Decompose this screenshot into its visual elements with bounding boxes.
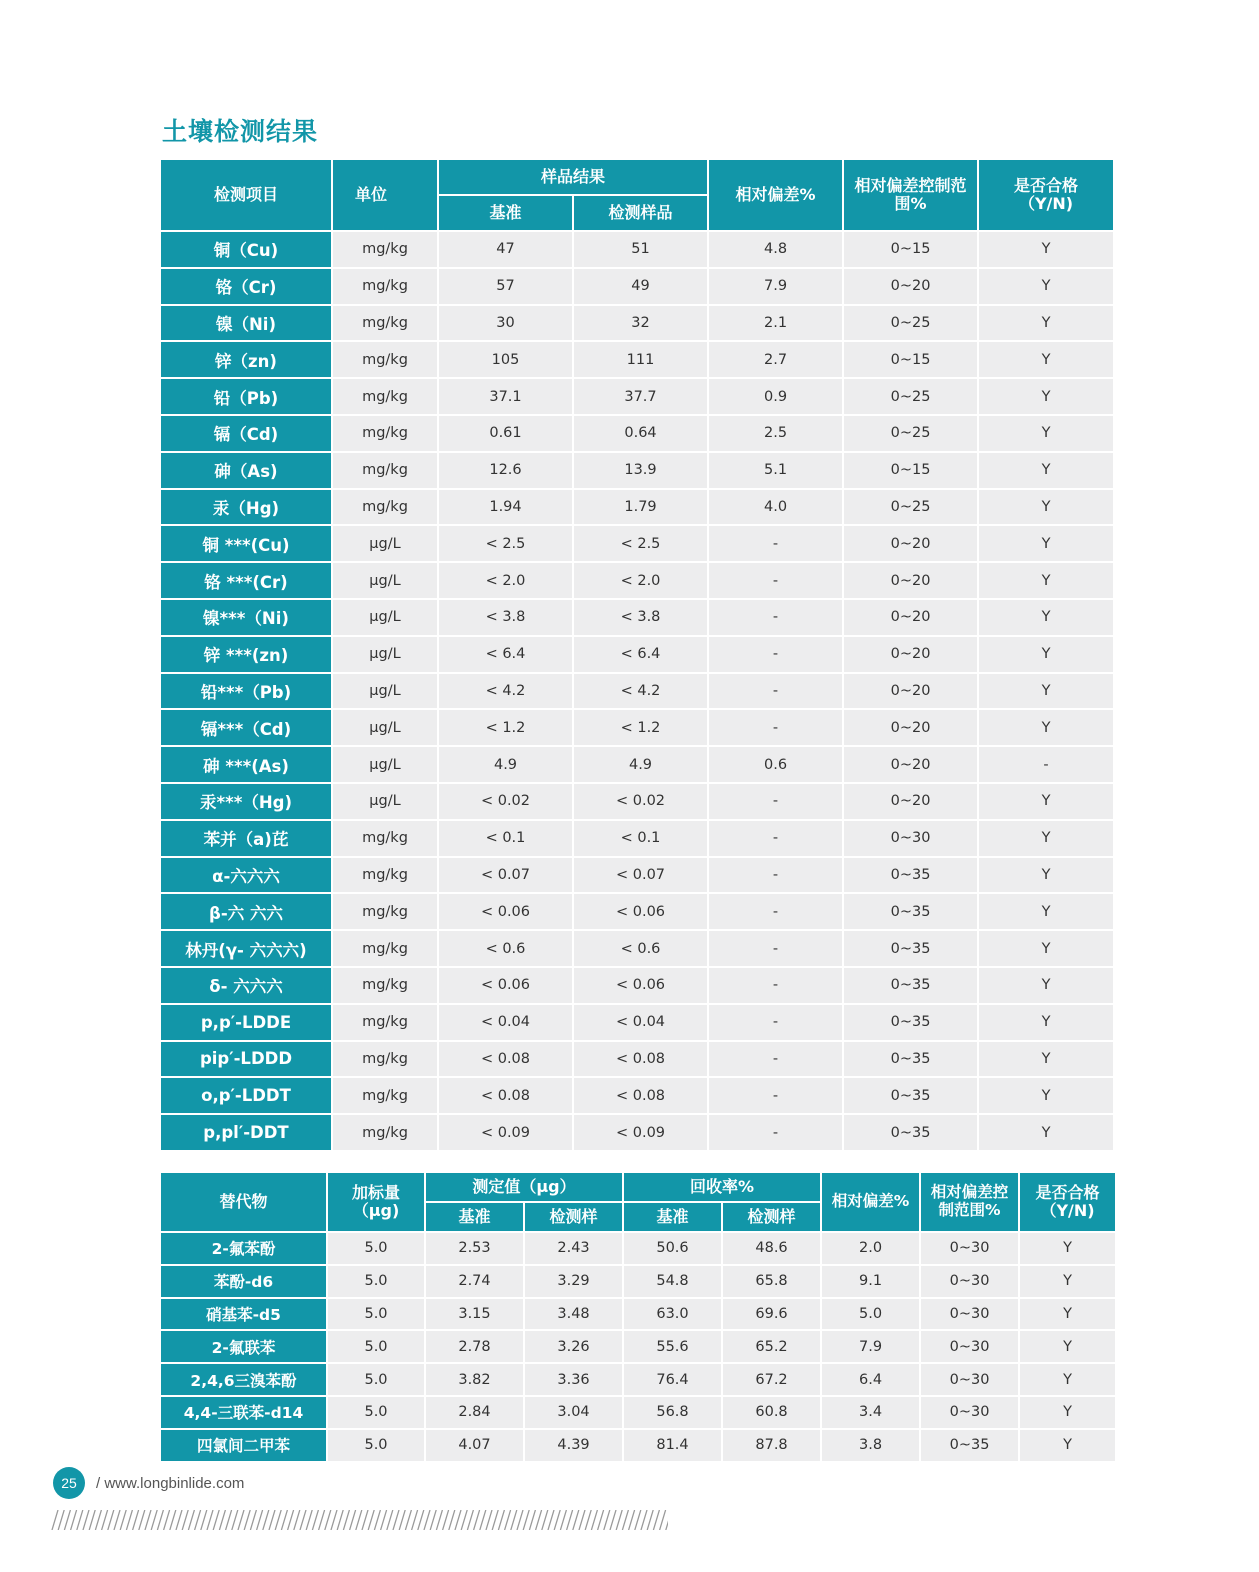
cell-measured-test-sample: 3.26 xyxy=(525,1331,622,1362)
cell-deviation-range: 0~20 xyxy=(844,674,977,709)
soil-metals-results-table xyxy=(159,158,1115,1152)
cell-spike-amount: 5.0 xyxy=(328,1430,424,1461)
cell-item: 锌（zn) xyxy=(161,342,331,377)
table-row xyxy=(161,1233,1115,1264)
cell-measured-test-sample: 3.04 xyxy=(525,1397,622,1428)
cell-pass: Y xyxy=(979,784,1113,819)
table-row xyxy=(161,269,1113,304)
cell-item: o,p′-LDDT xyxy=(161,1078,331,1113)
cell-deviation-range: 0~20 xyxy=(844,747,977,782)
cell-relative-deviation: - xyxy=(709,1042,842,1077)
cell-relative-deviation: 0.9 xyxy=(709,379,842,414)
cell-spike-amount: 5.0 xyxy=(328,1233,424,1264)
cell-baseline: 47 xyxy=(439,232,572,267)
cell-baseline: < 3.8 xyxy=(439,600,572,635)
table-row xyxy=(161,1005,1113,1040)
table-row xyxy=(161,1266,1115,1297)
cell-recovery-test-sample: 60.8 xyxy=(723,1397,820,1428)
cell-unit: mg/kg xyxy=(333,232,437,267)
cell-recovery-test-sample: 67.2 xyxy=(723,1364,820,1395)
table-row xyxy=(161,968,1113,1003)
table-row xyxy=(161,490,1113,525)
table-row xyxy=(161,416,1113,451)
cell-unit: μg/L xyxy=(333,600,437,635)
cell-pass: Y xyxy=(979,563,1113,598)
cell-baseline: < 0.08 xyxy=(439,1042,572,1077)
cell-unit: mg/kg xyxy=(333,306,437,341)
cell-deviation-range: 0~15 xyxy=(844,342,977,377)
cell-test-sample: < 0.06 xyxy=(574,894,707,929)
cell-relative-deviation: - xyxy=(709,1005,842,1040)
cell-relative-deviation: - xyxy=(709,563,842,598)
cell-deviation-range: 0~35 xyxy=(844,894,977,929)
cell-test-sample: 49 xyxy=(574,269,707,304)
cell-item: 砷（As) xyxy=(161,453,331,488)
cell-deviation-range: 0~35 xyxy=(844,968,977,1003)
cell-unit: μg/L xyxy=(333,710,437,745)
cell-baseline: < 4.2 xyxy=(439,674,572,709)
table-row xyxy=(161,747,1113,782)
table-row xyxy=(161,1078,1113,1113)
table-row xyxy=(161,637,1113,672)
cell-deviation-range: 0~20 xyxy=(844,563,977,598)
cell-relative-deviation: - xyxy=(709,931,842,966)
header-pass: 是否合格（Y/N) xyxy=(979,160,1113,230)
table-row xyxy=(161,1397,1115,1428)
cell-item: 苯并（a)芘 xyxy=(161,821,331,856)
cell-baseline: 12.6 xyxy=(439,453,572,488)
cell-pass: Y xyxy=(979,931,1113,966)
table-row xyxy=(161,1331,1115,1362)
cell-baseline: 37.1 xyxy=(439,379,572,414)
cell-item: 铅***（Pb) xyxy=(161,674,331,709)
cell-measured-baseline: 2.78 xyxy=(426,1331,523,1362)
cell-substitute: 苯酚-d6 xyxy=(161,1266,326,1297)
cell-deviation-range: 0~20 xyxy=(844,710,977,745)
cell-measured-baseline: 3.15 xyxy=(426,1299,523,1330)
cell-relative-deviation: 2.0 xyxy=(822,1233,919,1264)
cell-pass: Y xyxy=(1020,1331,1115,1362)
cell-unit: mg/kg xyxy=(333,821,437,856)
cell-pass: Y xyxy=(979,1042,1113,1077)
cell-measured-test-sample: 4.39 xyxy=(525,1430,622,1461)
cell-pass: Y xyxy=(979,232,1113,267)
cell-pass: Y xyxy=(979,269,1113,304)
cell-relative-deviation: - xyxy=(709,526,842,561)
cell-recovery-test-sample: 87.8 xyxy=(723,1430,820,1461)
cell-test-sample: 32 xyxy=(574,306,707,341)
cell-relative-deviation: 0.6 xyxy=(709,747,842,782)
cell-baseline: < 6.4 xyxy=(439,637,572,672)
cell-deviation-range: 0~35 xyxy=(844,1005,977,1040)
table-row xyxy=(161,894,1113,929)
cell-item: 镍***（Ni) xyxy=(161,600,331,635)
cell-relative-deviation: - xyxy=(709,600,842,635)
cell-pass: Y xyxy=(979,416,1113,451)
cell-baseline: < 2.5 xyxy=(439,526,572,561)
cell-unit: μg/L xyxy=(333,784,437,819)
cell-baseline: < 0.04 xyxy=(439,1005,572,1040)
cell-substitute: 2-氟苯酚 xyxy=(161,1233,326,1264)
website-url: / www.longbinlide.com xyxy=(96,1475,245,1492)
cell-substitute: 硝基苯-d5 xyxy=(161,1299,326,1330)
cell-test-sample: < 0.09 xyxy=(574,1115,707,1150)
cell-item: 铅（Pb) xyxy=(161,379,331,414)
cell-baseline: < 0.09 xyxy=(439,1115,572,1150)
cell-relative-deviation: 3.8 xyxy=(822,1430,919,1461)
cell-item: α-六六六 xyxy=(161,858,331,893)
cell-deviation-range: 0~20 xyxy=(844,600,977,635)
cell-test-sample: < 0.02 xyxy=(574,784,707,819)
cell-substitute: 2,4,6三溴苯酚 xyxy=(161,1364,326,1395)
cell-measured-test-sample: 3.48 xyxy=(525,1299,622,1330)
cell-test-sample: < 0.06 xyxy=(574,968,707,1003)
cell-deviation-range: 0~35 xyxy=(844,1078,977,1113)
table-row xyxy=(161,526,1113,561)
cell-test-sample: < 0.08 xyxy=(574,1078,707,1113)
table-row xyxy=(161,563,1113,598)
cell-recovery-test-sample: 48.6 xyxy=(723,1233,820,1264)
cell-baseline: < 0.06 xyxy=(439,968,572,1003)
cell-pass: Y xyxy=(979,710,1113,745)
cell-unit: mg/kg xyxy=(333,453,437,488)
cell-relative-deviation: - xyxy=(709,894,842,929)
cell-deviation-range: 0~35 xyxy=(921,1430,1018,1461)
header-item: 检测项目 xyxy=(161,160,331,230)
cell-unit: mg/kg xyxy=(333,1115,437,1150)
cell-measured-baseline: 2.84 xyxy=(426,1397,523,1428)
table-row xyxy=(161,931,1113,966)
cell-baseline: 57 xyxy=(439,269,572,304)
cell-pass: - xyxy=(979,747,1113,782)
header-spike-amount: 加标量（μg) xyxy=(328,1173,424,1231)
cell-deviation-range: 0~20 xyxy=(844,784,977,819)
cell-baseline: < 0.6 xyxy=(439,931,572,966)
cell-measured-baseline: 4.07 xyxy=(426,1430,523,1461)
header-relative-deviation: 相对偏差% xyxy=(709,160,842,230)
cell-pass: Y xyxy=(979,1005,1113,1040)
cell-deviation-range: 0~30 xyxy=(921,1364,1018,1395)
page-title: 土壤检测结果 xyxy=(162,117,319,146)
cell-item: 镉（Cd) xyxy=(161,416,331,451)
cell-relative-deviation: - xyxy=(709,784,842,819)
cell-test-sample: 111 xyxy=(574,342,707,377)
header-recovery-test-sample: 检测样 xyxy=(723,1203,820,1231)
cell-deviation-range: 0~35 xyxy=(844,858,977,893)
cell-unit: mg/kg xyxy=(333,968,437,1003)
cell-pass: Y xyxy=(979,821,1113,856)
cell-recovery-baseline: 63.0 xyxy=(624,1299,721,1330)
cell-spike-amount: 5.0 xyxy=(328,1299,424,1330)
cell-recovery-test-sample: 69.6 xyxy=(723,1299,820,1330)
cell-pass: Y xyxy=(979,306,1113,341)
cell-relative-deviation: 6.4 xyxy=(822,1364,919,1395)
cell-deviation-range: 0~20 xyxy=(844,526,977,561)
table-row xyxy=(161,1430,1115,1461)
cell-relative-deviation: 2.7 xyxy=(709,342,842,377)
cell-pass: Y xyxy=(979,526,1113,561)
cell-deviation-range: 0~20 xyxy=(844,269,977,304)
cell-pass: Y xyxy=(979,1115,1113,1150)
cell-item: 镉***（Cd) xyxy=(161,710,331,745)
cell-item: 林丹(γ- 六六六) xyxy=(161,931,331,966)
cell-relative-deviation: - xyxy=(709,1115,842,1150)
cell-baseline: < 0.1 xyxy=(439,821,572,856)
cell-deviation-range: 0~35 xyxy=(844,931,977,966)
cell-substitute: 2-氟联苯 xyxy=(161,1331,326,1362)
cell-unit: μg/L xyxy=(333,563,437,598)
cell-unit: mg/kg xyxy=(333,1005,437,1040)
cell-measured-test-sample: 3.36 xyxy=(525,1364,622,1395)
cell-pass: Y xyxy=(979,637,1113,672)
cell-test-sample: < 2.0 xyxy=(574,563,707,598)
cell-test-sample: < 0.08 xyxy=(574,1042,707,1077)
cell-baseline: 4.9 xyxy=(439,747,572,782)
surrogate-recovery-table xyxy=(159,1171,1117,1463)
cell-spike-amount: 5.0 xyxy=(328,1266,424,1297)
cell-relative-deviation: - xyxy=(709,821,842,856)
cell-recovery-baseline: 81.4 xyxy=(624,1430,721,1461)
cell-recovery-baseline: 55.6 xyxy=(624,1331,721,1362)
cell-item: β-六 六六 xyxy=(161,894,331,929)
header-unit: 单位 xyxy=(333,160,437,230)
cell-baseline: 1.94 xyxy=(439,490,572,525)
cell-unit: mg/kg xyxy=(333,1078,437,1113)
cell-item: 汞（Hg) xyxy=(161,490,331,525)
cell-pass: Y xyxy=(979,490,1113,525)
cell-baseline: < 0.02 xyxy=(439,784,572,819)
cell-unit: mg/kg xyxy=(333,269,437,304)
cell-test-sample: < 3.8 xyxy=(574,600,707,635)
cell-pass: Y xyxy=(979,858,1113,893)
cell-relative-deviation: 9.1 xyxy=(822,1266,919,1297)
header-relative-deviation: 相对偏差% xyxy=(822,1173,919,1231)
cell-relative-deviation: 2.5 xyxy=(709,416,842,451)
cell-measured-test-sample: 3.29 xyxy=(525,1266,622,1297)
cell-item: 镍（Ni) xyxy=(161,306,331,341)
header-substitute: 替代物 xyxy=(161,1173,326,1231)
cell-deviation-range: 0~30 xyxy=(921,1331,1018,1362)
cell-relative-deviation: 4.0 xyxy=(709,490,842,525)
cell-relative-deviation: - xyxy=(709,674,842,709)
table-row xyxy=(161,1042,1113,1077)
table-row xyxy=(161,784,1113,819)
cell-pass: Y xyxy=(1020,1430,1115,1461)
cell-relative-deviation: 7.9 xyxy=(822,1331,919,1362)
cell-pass: Y xyxy=(1020,1299,1115,1330)
cell-deviation-range: 0~20 xyxy=(844,637,977,672)
table-row xyxy=(161,674,1113,709)
cell-measured-baseline: 2.74 xyxy=(426,1266,523,1297)
cell-test-sample: < 0.1 xyxy=(574,821,707,856)
cell-unit: mg/kg xyxy=(333,416,437,451)
header-measured-value: 测定值（μg） xyxy=(426,1173,622,1201)
cell-deviation-range: 0~35 xyxy=(844,1115,977,1150)
cell-pass: Y xyxy=(979,600,1113,635)
header-recovery-rate: 回收率% xyxy=(624,1173,820,1201)
cell-pass: Y xyxy=(1020,1364,1115,1395)
table-row xyxy=(161,1364,1115,1395)
cell-test-sample: < 2.5 xyxy=(574,526,707,561)
cell-deviation-range: 0~30 xyxy=(844,821,977,856)
table-row xyxy=(161,858,1113,893)
table-row xyxy=(161,1299,1115,1330)
cell-relative-deviation: 3.4 xyxy=(822,1397,919,1428)
cell-relative-deviation: - xyxy=(709,858,842,893)
cell-item: 铬 ***(Cr) xyxy=(161,563,331,598)
cell-spike-amount: 5.0 xyxy=(328,1397,424,1428)
cell-recovery-baseline: 54.8 xyxy=(624,1266,721,1297)
cell-test-sample: < 1.2 xyxy=(574,710,707,745)
cell-item: 锌 ***(zn) xyxy=(161,637,331,672)
page-number-badge: 25 xyxy=(53,1467,85,1499)
cell-baseline: < 2.0 xyxy=(439,563,572,598)
cell-unit: mg/kg xyxy=(333,490,437,525)
cell-deviation-range: 0~15 xyxy=(844,232,977,267)
cell-pass: Y xyxy=(979,968,1113,1003)
cell-pass: Y xyxy=(979,453,1113,488)
cell-deviation-range: 0~30 xyxy=(921,1233,1018,1264)
cell-deviation-range: 0~25 xyxy=(844,306,977,341)
cell-relative-deviation: 5.0 xyxy=(822,1299,919,1330)
cell-unit: mg/kg xyxy=(333,858,437,893)
cell-baseline: < 0.07 xyxy=(439,858,572,893)
header-measured-test-sample: 检测样 xyxy=(525,1203,622,1231)
cell-unit: μg/L xyxy=(333,526,437,561)
table-row xyxy=(161,342,1113,377)
header-pass: 是否合格（Y/N) xyxy=(1020,1173,1115,1231)
cell-deviation-range: 0~25 xyxy=(844,416,977,451)
cell-test-sample: 51 xyxy=(574,232,707,267)
table-row xyxy=(161,600,1113,635)
cell-relative-deviation: 7.9 xyxy=(709,269,842,304)
cell-unit: mg/kg xyxy=(333,342,437,377)
cell-measured-test-sample: 2.43 xyxy=(525,1233,622,1264)
cell-relative-deviation: - xyxy=(709,968,842,1003)
cell-pass: Y xyxy=(1020,1266,1115,1297)
cell-item: 铜（Cu) xyxy=(161,232,331,267)
cell-unit: μg/L xyxy=(333,747,437,782)
cell-unit: mg/kg xyxy=(333,931,437,966)
cell-test-sample: 37.7 xyxy=(574,379,707,414)
cell-test-sample: 0.64 xyxy=(574,416,707,451)
cell-item: pip′-LDDD xyxy=(161,1042,331,1077)
cell-recovery-test-sample: 65.2 xyxy=(723,1331,820,1362)
table2-body xyxy=(161,1233,1115,1461)
cell-spike-amount: 5.0 xyxy=(328,1331,424,1362)
table-row xyxy=(161,453,1113,488)
cell-item: δ- 六六六 xyxy=(161,968,331,1003)
cell-measured-baseline: 3.82 xyxy=(426,1364,523,1395)
cell-relative-deviation: - xyxy=(709,637,842,672)
cell-pass: Y xyxy=(979,674,1113,709)
cell-recovery-baseline: 76.4 xyxy=(624,1364,721,1395)
cell-unit: mg/kg xyxy=(333,1042,437,1077)
cell-pass: Y xyxy=(979,342,1113,377)
table-row xyxy=(161,821,1113,856)
cell-deviation-range: 0~35 xyxy=(844,1042,977,1077)
header-sample-results: 样品结果 xyxy=(439,160,707,194)
header-measured-baseline: 基准 xyxy=(426,1203,523,1231)
cell-relative-deviation: 5.1 xyxy=(709,453,842,488)
table-row xyxy=(161,1115,1113,1150)
cell-test-sample: 1.79 xyxy=(574,490,707,525)
table-row xyxy=(161,232,1113,267)
cell-pass: Y xyxy=(1020,1397,1115,1428)
table1-body xyxy=(161,232,1113,1150)
cell-relative-deviation: 4.8 xyxy=(709,232,842,267)
cell-deviation-range: 0~30 xyxy=(921,1266,1018,1297)
cell-test-sample: 4.9 xyxy=(574,747,707,782)
cell-relative-deviation: - xyxy=(709,1078,842,1113)
table-row xyxy=(161,379,1113,414)
cell-relative-deviation: 2.1 xyxy=(709,306,842,341)
cell-pass: Y xyxy=(1020,1233,1115,1264)
cell-unit: μg/L xyxy=(333,637,437,672)
table-row xyxy=(161,306,1113,341)
cell-unit: mg/kg xyxy=(333,379,437,414)
cell-item: p,pl′-DDT xyxy=(161,1115,331,1150)
cell-recovery-test-sample: 65.8 xyxy=(723,1266,820,1297)
header-deviation-range: 相对偏差控制范围% xyxy=(921,1173,1018,1231)
cell-deviation-range: 0~15 xyxy=(844,453,977,488)
cell-deviation-range: 0~30 xyxy=(921,1299,1018,1330)
cell-baseline: < 0.08 xyxy=(439,1078,572,1113)
cell-item: 砷 ***(As) xyxy=(161,747,331,782)
cell-baseline: < 0.06 xyxy=(439,894,572,929)
cell-baseline: 30 xyxy=(439,306,572,341)
cell-test-sample: < 6.4 xyxy=(574,637,707,672)
header-test-sample: 检测样品 xyxy=(574,196,707,230)
cell-pass: Y xyxy=(979,894,1113,929)
cell-spike-amount: 5.0 xyxy=(328,1364,424,1395)
cell-pass: Y xyxy=(979,1078,1113,1113)
cell-unit: mg/kg xyxy=(333,894,437,929)
cell-test-sample: 13.9 xyxy=(574,453,707,488)
table-row xyxy=(161,710,1113,745)
cell-unit: μg/L xyxy=(333,674,437,709)
cell-deviation-range: 0~25 xyxy=(844,379,977,414)
cell-baseline: 0.61 xyxy=(439,416,572,451)
cell-test-sample: < 0.04 xyxy=(574,1005,707,1040)
cell-deviation-range: 0~25 xyxy=(844,490,977,525)
cell-item: p,p′-LDDE xyxy=(161,1005,331,1040)
cell-relative-deviation: - xyxy=(709,710,842,745)
cell-baseline: < 1.2 xyxy=(439,710,572,745)
cell-baseline: 105 xyxy=(439,342,572,377)
header-baseline: 基准 xyxy=(439,196,572,230)
header-deviation-range: 相对偏差控制范围% xyxy=(844,160,977,230)
cell-substitute: 四氯间二甲苯 xyxy=(161,1430,326,1461)
cell-test-sample: < 0.6 xyxy=(574,931,707,966)
cell-item: 铬（Cr) xyxy=(161,269,331,304)
cell-test-sample: < 0.07 xyxy=(574,858,707,893)
cell-recovery-baseline: 56.8 xyxy=(624,1397,721,1428)
cell-measured-baseline: 2.53 xyxy=(426,1233,523,1264)
cell-item: 汞***（Hg) xyxy=(161,784,331,819)
cell-recovery-baseline: 50.6 xyxy=(624,1233,721,1264)
cell-deviation-range: 0~30 xyxy=(921,1397,1018,1428)
cell-test-sample: < 4.2 xyxy=(574,674,707,709)
cell-substitute: 4,4-三联苯-d14 xyxy=(161,1397,326,1428)
header-recovery-baseline: 基准 xyxy=(624,1203,721,1231)
cell-pass: Y xyxy=(979,379,1113,414)
cell-item: 铜 ***(Cu) xyxy=(161,526,331,561)
decorative-stripes xyxy=(48,1510,668,1530)
